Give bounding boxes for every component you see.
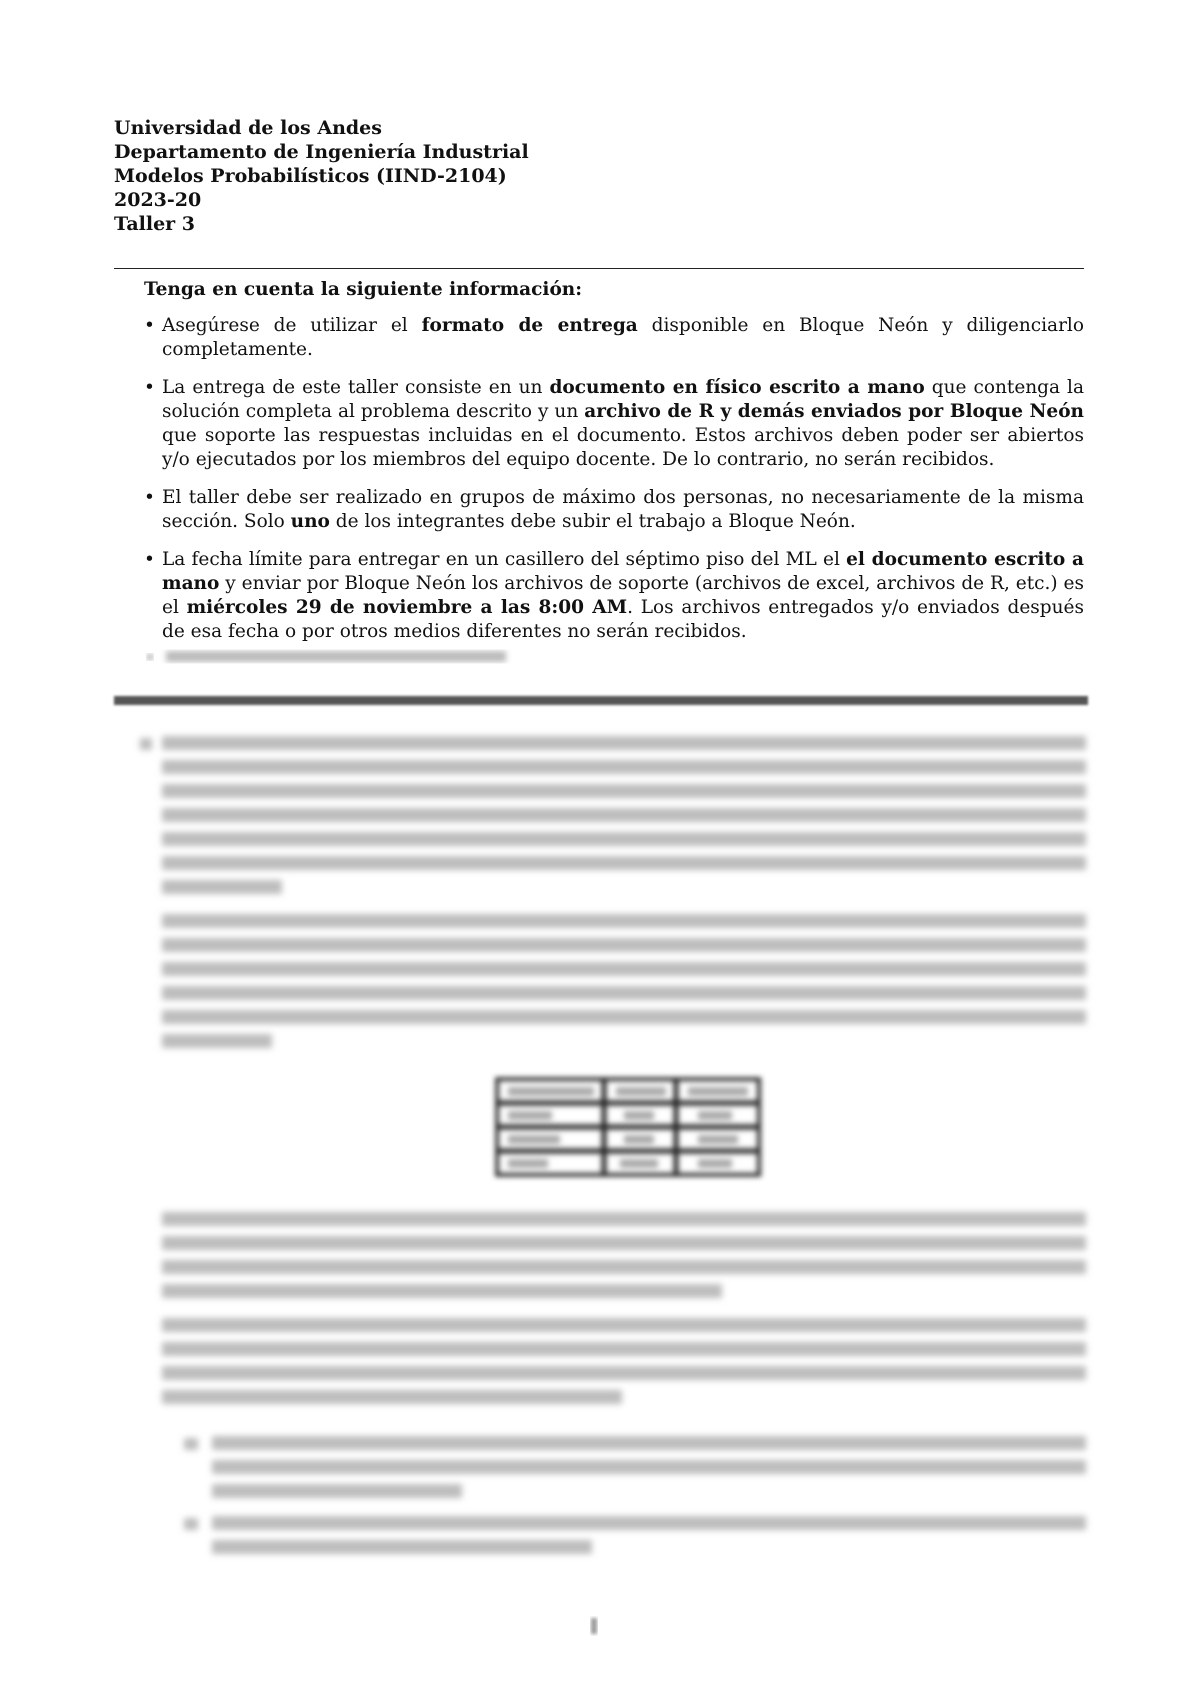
term: 2023-20 [114,189,202,211]
bullet-icon: • [144,315,155,336]
course-name: Modelos Probabilísticos (IIND-2104) [114,165,507,187]
bullet-icon: • [144,377,155,398]
university-name: Universidad de los Andes [114,117,382,139]
department-name: Departamento de Ingeniería Industrial [114,141,529,163]
notice-item-groups: • El taller debe ser realizado en grupos de máximo dos personas, no necesariamente de la misma sección. Solo uno de los integrantes debe subir el trabajo a Bloque Neón. [144,487,1084,532]
notice-item-delivery: • La entrega de este taller consiste en un documento en físico escrito a mano que contenga la solución completa al problema descrito y un archivo de R y demás enviados por Bloque Neón que soporte las respuestas incluidas en el documento. Estos archivos deben poder ser abiertos y/o ejecutados por los miembros del equipo docente. De lo contrario, no serán recibidos. [144,377,1085,470]
distribution-table [494,1076,764,1182]
page-number [580,1612,610,1642]
notice-item-format: • Asegúrese de utilizar el formato de entrega disponible en Bloque Neón y diligenciarlo completamente. [144,315,1084,360]
bullet-icon: • [144,549,155,570]
blurred-table [494,1076,764,1178]
notice-title: Tenga en cuenta la siguiente información: [144,279,583,300]
assignment-title: Taller 3 [114,213,196,235]
notice-item-deadline: • La fecha límite para entregar en un casillero del séptimo piso del ML el el documento escrito a mano y enviar por Bloque Neón los archivos de soporte (archivos de excel, archivos de R, etc.) es el miércoles 29 de noviembre a las 8:00 AM. Los archivos entregados y/o enviados después de esa fecha o por otros medios diferentes no serán recibidos. [144,549,1084,642]
bullet-icon: • [144,487,155,508]
